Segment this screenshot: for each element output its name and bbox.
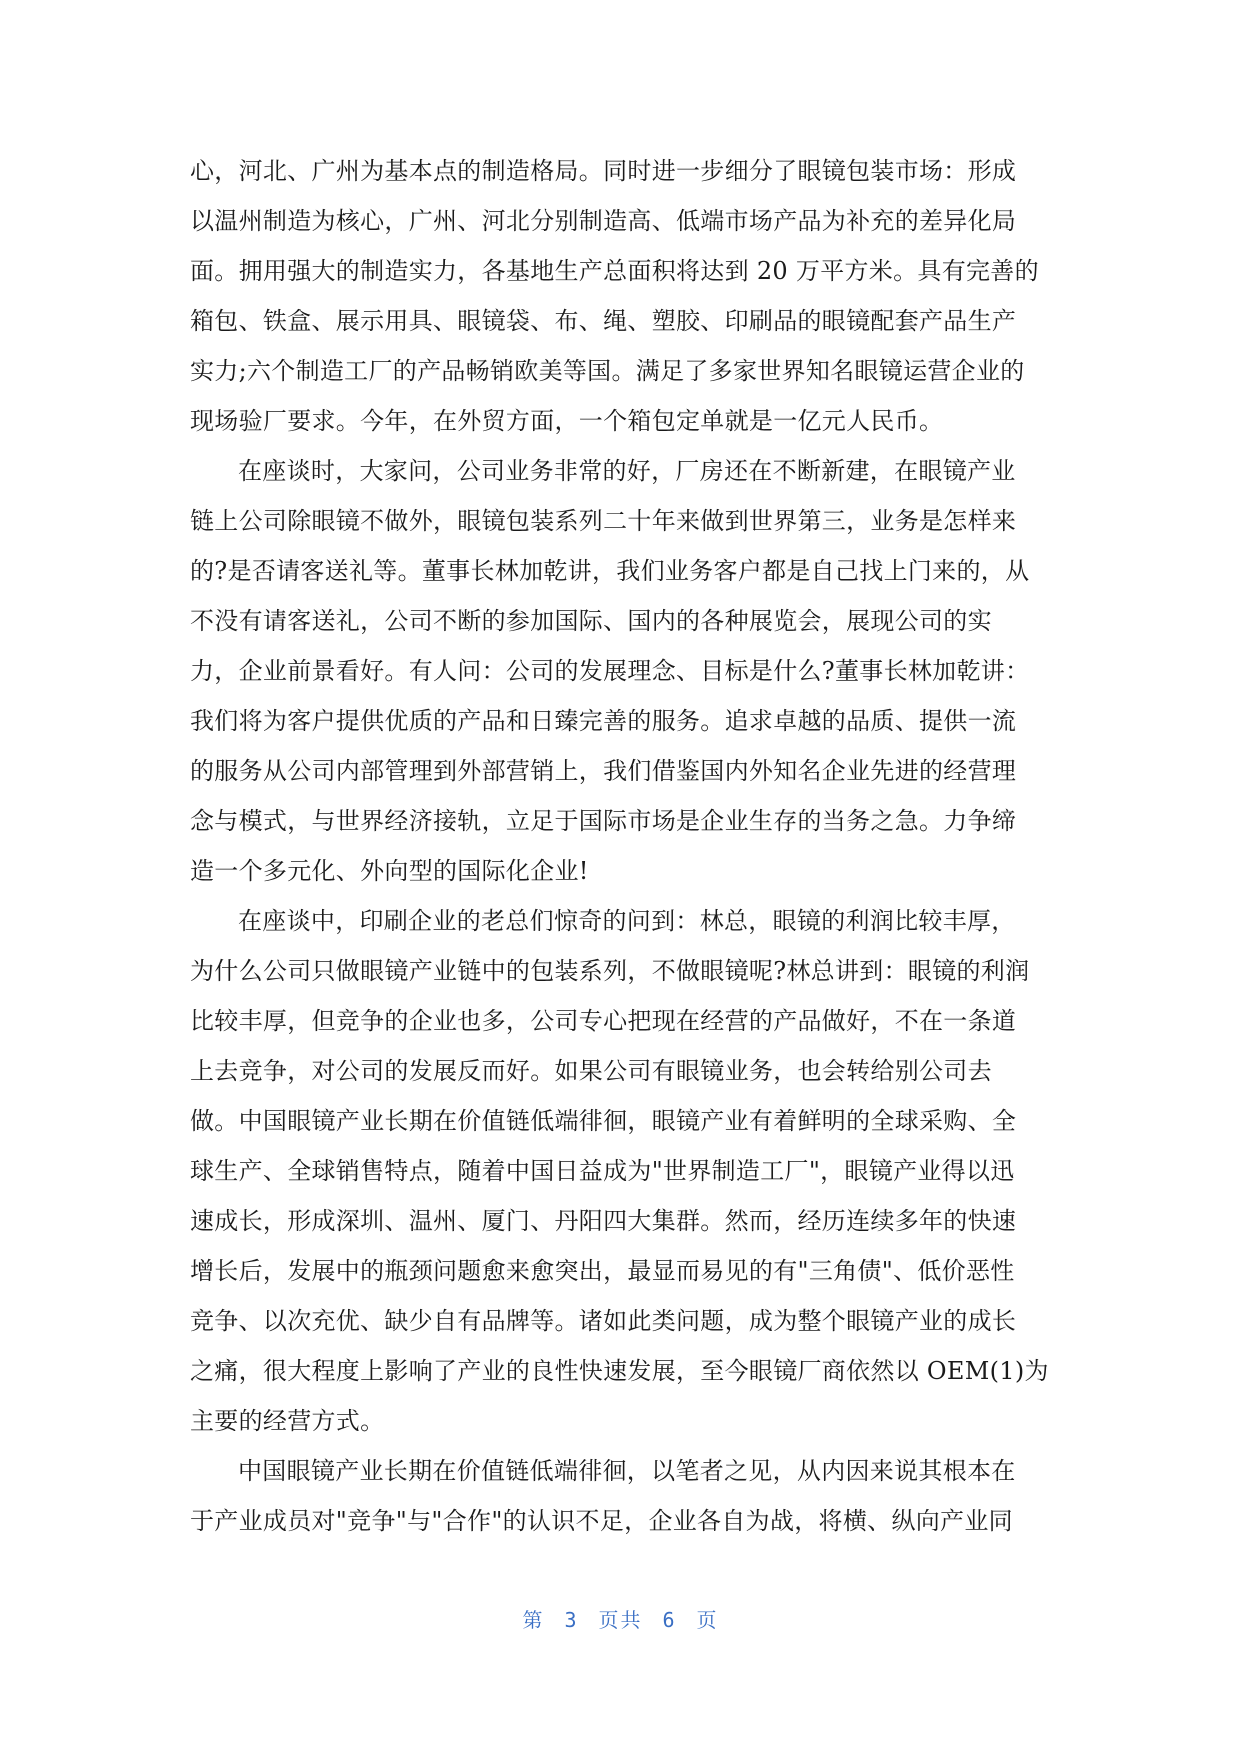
page-footer: [0, 1604, 1241, 1633]
total-label: 页共: [598, 1608, 643, 1632]
paragraph-1: [190, 155, 1050, 437]
text-line: 不没有请客送礼，公司不断的参加国际、国内的各种展览会，展现公司的实: [190, 607, 992, 635]
text-line: 增长后，发展中的瓶颈问题愈来愈突出，最显而易见的有"三角债"、低价恶性: [190, 1257, 1015, 1285]
text-line: 为什么公司只做眼镜产业链中的包装系列，不做眼镜呢?林总讲到：眼镜的利润: [190, 957, 1030, 985]
paragraph-4: [190, 1455, 1050, 1537]
text-line: 在座谈中，印刷企业的老总们惊奇的问到：林总，眼镜的利润比较丰厚，: [238, 907, 1016, 935]
paragraph-3: [190, 905, 1050, 1437]
text-line: 实力;六个制造工厂的产品畅销欧美等国。满足了多家世界知名眼镜运营企业的: [190, 357, 1025, 385]
text-line: 球生产、全球销售特点，随着中国日益成为"世界制造工厂"，眼镜产业得以迅: [190, 1157, 1015, 1185]
text-line: 心，河北、广州为基本点的制造格局。同时进一步细分了眼镜包装市场：形成: [190, 157, 1017, 185]
paragraph-2: [190, 455, 1050, 887]
current-page-number: 3: [564, 1608, 579, 1632]
text-line: 中国眼镜产业长期在价值链低端徘徊，以笔者之见，从内因来说其根本在: [238, 1457, 1016, 1485]
text-line: 造一个多元化、外向型的国际化企业!: [190, 857, 589, 885]
text-line: 力，企业前景看好。有人问：公司的发展理念、目标是什么?董事长林加乾讲：: [190, 657, 1030, 685]
text-line: 链上公司除眼镜不做外，眼镜包装系列二十年来做到世界第三，业务是怎样来: [190, 507, 1017, 535]
text-line: 竞争、以次充优、缺少自有品牌等。诸如此类问题，成为整个眼镜产业的成长: [190, 1307, 1017, 1335]
text-line: 的?是否请客送礼等。董事长林加乾讲，我们业务客户都是自己找上门来的，从: [190, 557, 1030, 585]
text-line: 比较丰厚，但竞争的企业也多，公司专心把现在经营的产品做好，不在一条道: [190, 1007, 1017, 1035]
text-line: 现场验厂要求。今年，在外贸方面，一个箱包定单就是一亿元人民币。: [190, 407, 944, 435]
text-line: 在座谈时，大家问，公司业务非常的好，厂房还在不断新建，在眼镜产业: [238, 457, 1016, 485]
page-suffix: 页: [696, 1608, 719, 1632]
text-line: 做。中国眼镜产业长期在价值链低端徘徊，眼镜产业有着鲜明的全球采购、全: [190, 1107, 1017, 1135]
text-line: 面。拥用强大的制造实力，各基地生产总面积将达到 20 万平方米。具有完善的: [190, 257, 1039, 285]
text-line: 速成长，形成深圳、温州、厦门、丹阳四大集群。然而，经历连续多年的快速: [190, 1207, 1017, 1235]
text-line: 箱包、铁盒、展示用具、眼镜袋、布、绳、塑胶、印刷品的眼镜配套产品生产: [190, 307, 1017, 335]
total-pages-number: 6: [662, 1608, 677, 1632]
text-line: 的服务从公司内部管理到外部营销上，我们借鉴国内外知名企业先进的经营理: [190, 757, 1017, 785]
text-line: 我们将为客户提供优质的产品和日臻完善的服务。追求卓越的品质、提供一流: [190, 707, 1017, 735]
text-line: 之痛，很大程度上影响了产业的良性快速发展，至今眼镜厂商依然以 OEM(1)为: [190, 1357, 1049, 1385]
text-line: 主要的经营方式。: [190, 1407, 385, 1435]
text-line: 于产业成员对"竞争"与"合作"的认识不足，企业各自为战，将横、纵向产业同: [190, 1507, 1013, 1535]
text-line: 念与模式，与世界经济接轨，立足于国际市场是企业生存的当务之急。力争缔: [190, 807, 1017, 835]
text-line: 以温州制造为核心，广州、河北分别制造高、低端市场产品为补充的差异化局: [190, 207, 1017, 235]
page-label: 第: [522, 1608, 545, 1632]
text-line: 上去竞争，对公司的发展反而好。如果公司有眼镜业务，也会转给别公司去: [190, 1057, 992, 1085]
document-body: [190, 155, 1050, 1555]
